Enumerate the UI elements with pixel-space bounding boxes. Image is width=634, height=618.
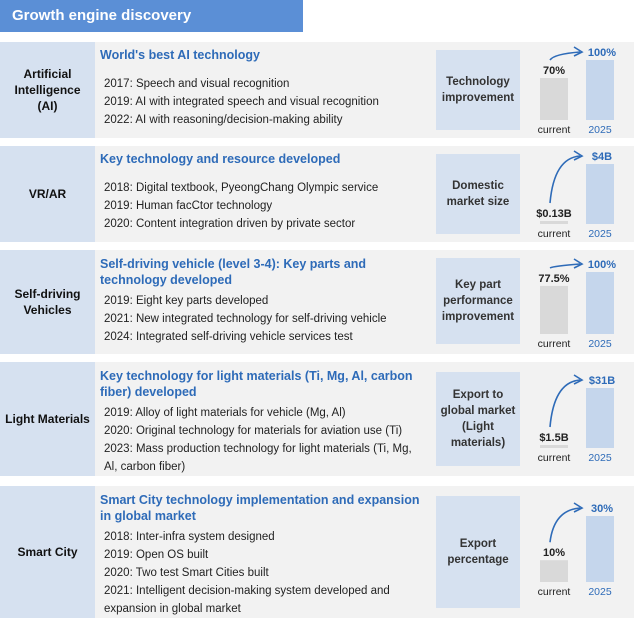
metric-line: Technology — [446, 76, 510, 88]
growth-arrow — [550, 156, 580, 203]
mini-chart — [526, 362, 634, 476]
list-item — [104, 404, 412, 422]
row-title — [100, 47, 260, 63]
value-current: 70% — [542, 65, 566, 77]
label-target: 2025 — [588, 452, 612, 464]
list-item-line: 2022: AI with reasoning/decision-making ability — [104, 114, 343, 126]
mini-chart — [526, 146, 634, 242]
label-target: 2025 — [588, 124, 612, 136]
row-label — [0, 362, 95, 476]
metric-line: market size — [446, 196, 510, 208]
metric-line: global market — [440, 405, 516, 417]
row-vr-ar — [0, 146, 634, 242]
value-current: $0.13B — [536, 208, 572, 220]
row-label-line: VR/AR — [28, 187, 67, 201]
row-title-line: in global market — [100, 509, 196, 523]
row-label — [0, 486, 95, 618]
list-item-line: 2019: AI with integrated speech and visual recognition — [104, 96, 379, 108]
list-item-line: 2020: Content integration driven by private sector — [104, 218, 356, 230]
bar-current — [540, 221, 568, 224]
list-item-line: 2019: Eight key parts developed — [104, 295, 269, 307]
row-title-line: Key technology and resource developed — [100, 152, 341, 166]
row-label-line: Artificial — [23, 67, 72, 81]
growth-arrow — [550, 380, 580, 427]
bar-target — [586, 388, 614, 448]
list-item — [104, 93, 379, 111]
mini-chart — [526, 250, 634, 354]
label-current: current — [537, 452, 571, 464]
value-target: $4B — [591, 151, 613, 163]
value-target: 100% — [587, 47, 617, 59]
row-title — [100, 368, 413, 400]
metric-box — [436, 154, 520, 234]
label-current: current — [537, 124, 571, 136]
milestone-list — [104, 179, 378, 233]
comparison-chart — [526, 250, 634, 354]
value-target: 30% — [590, 503, 614, 515]
metric-line: improvement — [441, 92, 515, 104]
page-title: Growth engine discovery — [12, 7, 192, 24]
metric-line: Key part — [454, 279, 502, 291]
growth-arrow — [550, 508, 580, 542]
metric-line: performance — [443, 295, 513, 307]
comparison-chart — [526, 42, 634, 138]
list-item-line: 2019: Human facCtor technology — [104, 200, 273, 212]
metric-line: Domestic — [452, 180, 504, 192]
list-item — [104, 310, 387, 328]
label-current: current — [537, 586, 571, 598]
row-title — [100, 151, 340, 167]
list-item — [104, 564, 390, 582]
list-item — [104, 179, 378, 197]
list-item — [104, 546, 390, 564]
bar-target — [586, 164, 614, 224]
row-label — [0, 146, 95, 242]
mini-chart — [526, 42, 634, 138]
list-item-line: 2019: Alloy of light materials for vehicle (Mg, Al) — [104, 407, 346, 419]
label-target: 2025 — [588, 586, 612, 598]
milestone-list — [104, 75, 379, 129]
value-current: 10% — [542, 547, 566, 560]
page-header — [0, 0, 303, 32]
list-item — [104, 440, 412, 476]
metric-line: improvement — [441, 311, 515, 323]
list-item-line: 2021: Intelligent decision-making system developed and — [104, 585, 390, 597]
row-label-line: Vehicles — [23, 303, 72, 317]
label-target: 2025 — [588, 338, 612, 350]
bar-current — [540, 445, 568, 448]
bar-target — [586, 60, 614, 120]
list-item — [104, 582, 390, 618]
bar-target — [586, 516, 614, 582]
row-label-line: Light Materials — [5, 412, 90, 426]
label-current: current — [537, 228, 571, 240]
metric-line: percentage — [447, 554, 509, 566]
list-item-line: 2024: Integrated self-driving vehicle services test — [104, 331, 353, 343]
list-item — [104, 528, 390, 546]
row-label-line: (AI) — [37, 99, 58, 113]
label-current: current — [537, 338, 571, 350]
bar-current — [540, 286, 568, 334]
row-ai — [0, 42, 634, 138]
metric-line: Export to — [452, 389, 504, 401]
label-target: 2025 — [588, 228, 612, 240]
bar-target — [586, 272, 614, 334]
row-title-line: Key technology for light materials (Ti, Mg, Al, carbon — [100, 369, 413, 383]
list-item-line: Al, carbon fiber) — [104, 461, 186, 473]
row-label-line: Smart City — [17, 545, 78, 559]
milestone-list — [104, 292, 387, 346]
list-item-line: 2018: Digital textbook, PyeongChang Olympic service — [104, 182, 379, 194]
milestone-list — [104, 404, 412, 476]
metric-line: Export — [459, 538, 497, 550]
metric-box — [436, 258, 520, 344]
row-title — [100, 492, 420, 524]
metric-line: materials) — [450, 437, 506, 449]
row-smart-city — [0, 486, 634, 618]
value-target: $31B — [588, 375, 616, 387]
list-item — [104, 422, 412, 440]
list-item-line: expansion in global market — [104, 603, 241, 615]
comparison-chart — [526, 362, 634, 476]
value-target: 100% — [587, 259, 617, 271]
list-item — [104, 111, 379, 129]
list-item-line: 2021: New integrated technology for self-driving vehicle — [104, 313, 387, 325]
value-current: 77.5% — [538, 272, 570, 285]
row-title-line: Smart City technology implementation and expansion — [100, 493, 420, 507]
row-label-line: Intelligence — [14, 83, 81, 97]
row-title-line: fiber) developed — [100, 385, 197, 399]
milestone-list — [104, 528, 390, 618]
list-item-line: 2019: Open OS built — [104, 549, 209, 561]
metric-line: (Light — [462, 421, 494, 433]
row-title — [100, 256, 366, 288]
row-title-line: Self-driving vehicle (level 3-4): Key parts and — [100, 257, 367, 271]
row-label — [0, 250, 95, 354]
row-title-line: technology developed — [100, 273, 232, 287]
value-current: $1.5B — [539, 432, 569, 444]
list-item — [104, 328, 387, 346]
comparison-chart — [526, 486, 634, 618]
bar-current — [540, 560, 568, 582]
list-item-line: 2017: Speech and visual recognition — [104, 78, 290, 90]
list-item — [104, 292, 387, 310]
row-title-line: World's best AI technology — [100, 48, 260, 62]
row-self-driving — [0, 250, 634, 354]
row-label-line: Self-driving — [14, 287, 81, 301]
list-item — [104, 215, 378, 233]
list-item-line: 2023: Mass production technology for light materials (Ti, Mg, — [104, 443, 412, 455]
comparison-chart — [526, 146, 634, 242]
metric-box — [436, 50, 520, 130]
bar-current — [540, 78, 568, 120]
metric-box — [436, 372, 520, 466]
row-light-materials — [0, 362, 634, 476]
mini-chart — [526, 486, 634, 618]
list-item-line: 2018: Inter-infra system designed — [104, 531, 275, 543]
list-item-line: 2020: Two test Smart Cities built — [104, 567, 269, 579]
list-item — [104, 75, 379, 93]
list-item — [104, 197, 378, 215]
metric-box — [436, 496, 520, 608]
row-label — [0, 42, 95, 138]
list-item-line: 2020: Original technology for materials for aviation use (Ti) — [104, 425, 403, 437]
